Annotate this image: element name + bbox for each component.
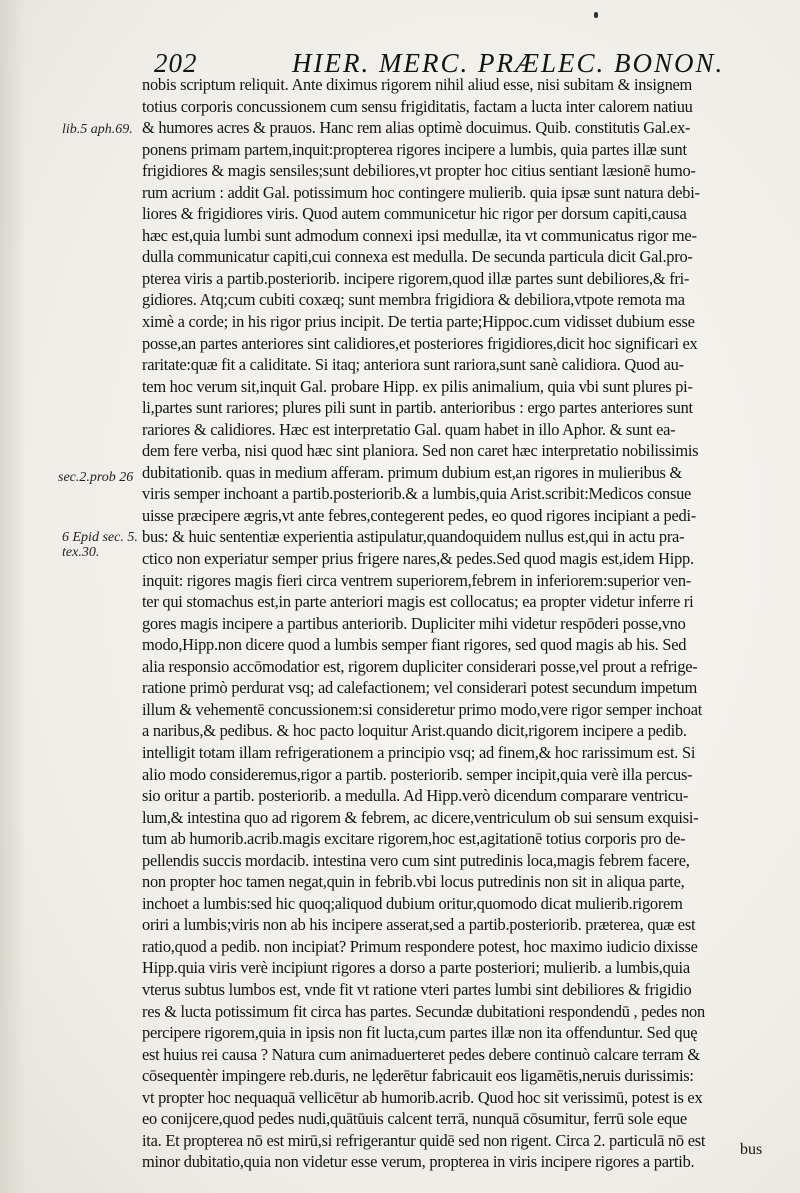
text-line: gidiores. Atq;cum cubiti coxæq; sunt membra frigidiora & debiliora,vtpote remota ma — [142, 290, 685, 310]
text-line: modo,Hipp.non dicere quod a lumbis semper fiant rigores, sed quod magis ab his. Sed — [142, 635, 687, 655]
text-line: pellendis succis mordacib. intestina vero cum sint putredinis loca,magis febrem facere, — [142, 850, 690, 870]
text-line: ter qui stomachus est,in parte anteriori magis est collocatus; ea propter videtur inferre ri — [142, 592, 694, 612]
text-line: hæc est,quia lumbi sunt admodum connexi ipsi medullæ, ita vt communicatus rigor me- — [142, 225, 697, 245]
margin-note: sec.2.prob 26 — [58, 470, 134, 485]
text-line: totius corporis concussionem cum sensu frigiditatis, factam a lucta inter calorem natiuu — [142, 96, 693, 116]
ink-speck — [594, 12, 598, 18]
text-line: ratio,quod a pedib. non incipiat? Primum respondere potest, hoc maximo iudicio dixisse — [142, 936, 698, 956]
running-title: HIER. MERC. PRÆLEC. BONON. — [292, 48, 725, 78]
text-line: non propter hoc tamen negat,quin in febrib.vbi locus putredinis non sit in aliqua parte, — [142, 872, 685, 892]
text-line: inquit: rigores magis fieri circa ventrem superiorem,febrem in inferiorem:superior ven- — [142, 570, 691, 590]
text-line: dem fere verba, nisi quod hæc sint planiora. Sed non caret hæc interpretatio nobilissimis — [142, 441, 699, 461]
text-line: alia responsio accōmodatior est, rigorem dupliciter considerari posse,vel prout a refrige- — [142, 656, 698, 676]
text-line: eo conijcere,quod pedes nudi,quātūuis calcent terrā, nunquā cōsumitur, ferrū sole eque — [142, 1109, 687, 1129]
text-line: vt propter hoc nequaquā vellicētur ab humorib.acrib. Quod hoc sit verissimū, potest is ex — [142, 1087, 703, 1107]
margin-note: tex.30. — [62, 545, 100, 560]
text-line: a naribus,& pedibus. & hoc pacto loquitur Arist.quando dicit,rigorem incipere a pedib. — [142, 721, 687, 741]
text-line: alio modo consideremus,rigor a partib. posteriorib. semper incipit,quia verè illa percus- — [142, 764, 693, 784]
text-line: illum & vehementē concussionem:si consideretur primo modo,vere rigor semper inchoat — [142, 699, 703, 719]
text-line: dulla communicatur capiti,cui connexa est medulla. De secunda particula dicit Gal.pro- — [142, 247, 693, 267]
text-line: posse,an partes anteriores sint calidiores,et posteriores frigidiores,dicit hoc significari ex — [142, 333, 698, 353]
text-line: li,partes sunt rariores; plures pili sunt in partib. anterioribus : ergo partes anteriores sunt — [142, 398, 693, 418]
text-line: sio oritur a partib. posteriorib. a medulla. Ad Hipp.verò dicendum comparare ventricu- — [142, 786, 689, 806]
text-line: ctico non experiatur semper prius frigere nares,& pedes.Sed quod magis est,idem Hipp. — [142, 549, 694, 569]
text-line: frigidiores & magis sensiles;sunt debiliores,vt propter hoc citius sentiant læsionē humo- — [142, 161, 696, 181]
text-line: intelligit totam illam refrigerationem a principio vsq; ad finem,& hoc rarissimum est. Si — [142, 742, 696, 762]
text-line: gores magis incipere a partibus anteriorib. Dupliciter mihi videtur respōderi posse,vno — [142, 613, 686, 633]
text-line: oriri a lumbis;viris non ab his incipere asserat,sed a partib.posteriorib. præterea, quæ est — [142, 915, 696, 935]
text-line: lum,& intestina quo ad rigorem & febrem, ac dicere,ventriculum ob sui sensum exquisi- — [142, 807, 699, 827]
text-line: inchoet a lumbis:sed hic quoq;aliquod dubium oritur,quomodo dicat mulierib.rigorem — [142, 893, 683, 913]
main-text-block — [142, 74, 772, 1173]
text-line: est huius rei causa ? Natura cum animaduerteret pedes debere continuò calcare terram & — [142, 1044, 700, 1064]
text-line: pterea viris a partib.posteriorib. incipere rigorem,quod illæ partes sunt debiliores,& fri- — [142, 268, 690, 288]
text-line: res & lucta potissimum fit circa has partes. Secundæ dubitationi respondendū , pedes non — [142, 1001, 705, 1021]
text-line: ratione primò perdurat vsq; ad calefactionem; vel considerari potest secundum impetum — [142, 678, 697, 698]
text-line: nobis scriptum reliquit. Ante diximus rigorem nihil aliud esse, nisi subitam & insignem — [142, 75, 693, 94]
text-line: percipere rigorem,quia in ipsis non fit lucta,cum partes illæ non ita offenduntur. Sed quę — [142, 1023, 698, 1043]
text-line: Hipp.quia viris verè incipiunt rigores a dorso a parte posteriori; mulierib. a lumbis,quia — [142, 958, 690, 978]
catchword: bus — [740, 1141, 763, 1158]
text-line: rum acrium : addit Gal. potissimum hoc contingere mulierib. quia ipsæ sunt natura debi- — [142, 182, 700, 202]
text-line: tum ab humorib.acrib.magis excitare rigorem,hoc est,agitationē totius corporis pro de- — [142, 829, 686, 849]
text-line: minor dubitatio,quia non videtur esse verum, propterea in viris incipere rigores a partib. — [142, 1152, 695, 1172]
text-line: bus: & huic sententiæ experientia astipulatur,quandoquidem nullus est,qui in actu pra- — [142, 527, 685, 547]
text-line: viris semper inchoant a partib.posteriorib.& a lumbis,quia Arist.scribit:Medicos consue — [142, 484, 692, 504]
text-line: rariores & calidiores. Hæc est interpretatio Gal. quam habet in illo Aphor. & sunt ea- — [142, 419, 676, 439]
text-line: ximè a corde; in his rigor prius incipit. De tertia parte;Hippoc.cum vidisset dubium esse — [142, 312, 695, 332]
page-number: 202 — [154, 48, 198, 78]
text-line: tem hoc verum sit,inquit Gal. probare Hipp. ex pilis animalium, quia vbi sunt plures pi- — [142, 376, 693, 396]
text-line: & humores acres & prauos. Hanc rem alias optimè docuimus. Quib. constitutis Gal.ex- — [142, 118, 691, 138]
margin-note: 6 Epid sec. 5. — [62, 530, 138, 545]
text-line: ita. Et propterea nō est mirū,si refrigerantur quidē sed non rigent. Circa 2. particulā nō est — [142, 1130, 706, 1150]
text-line: liores & frigidiores viris. Quod autem communicetur hic rigor per dorsum capiti,causa — [142, 204, 687, 224]
text-line: raritate:quæ fit a caliditate. Si itaq; anteriora sunt rariora,sunt sanè calidiora. Quod au- — [142, 355, 684, 375]
margin-note: lib.5 aph.69. — [62, 122, 133, 137]
text-line: cōsequentèr impingere reb.duris, ne lęderētur fabricauit eos ligamētis,neruis durissimis: — [142, 1066, 694, 1086]
text-line: vterus subtus lumbos est, vnde fit vt ratione vteri partes lumbi sint debiliores & frigidio — [142, 979, 692, 999]
text-line: uisse præcipere ægris,vt ante febres,contegerent pedes, eo quod rigores incipiant a pedi- — [142, 505, 696, 525]
text-line: dubitationib. quas in medium afferam. primum dubium est,an rigores in mulieribus & — [142, 462, 683, 482]
page-gutter-shadow — [0, 0, 26, 1193]
text-line: ponens primam partem,inquit:propterea rigores incipere a lumbis, quia partes illæ sunt — [142, 139, 687, 159]
